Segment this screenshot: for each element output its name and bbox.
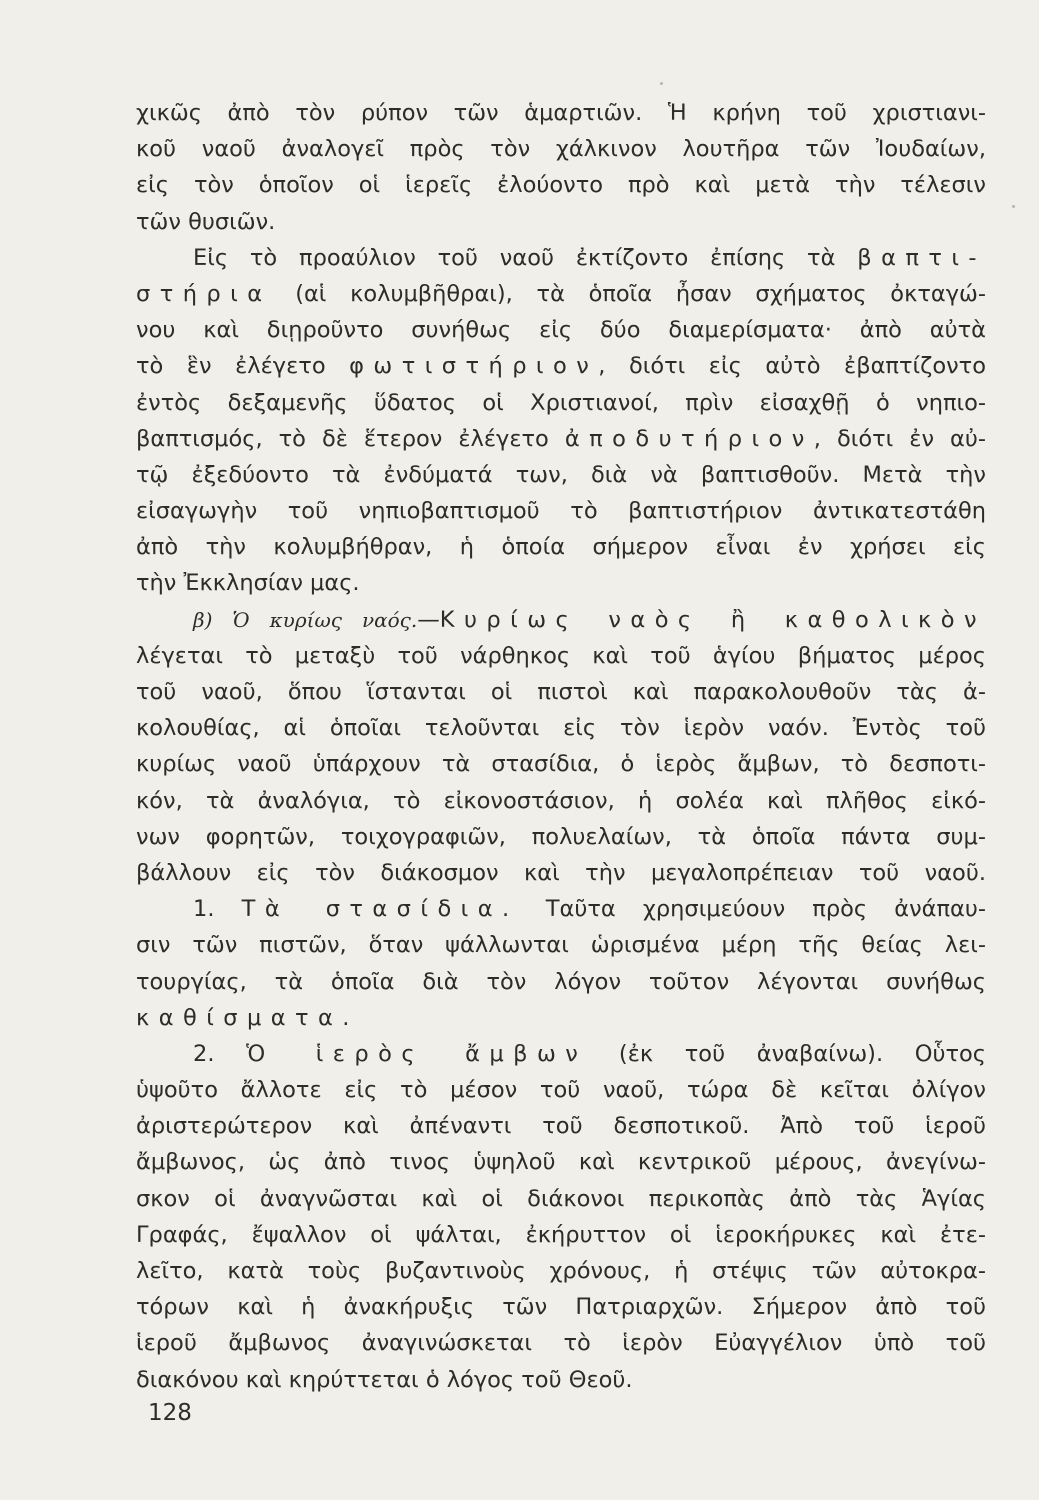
page-number: 128 bbox=[148, 1400, 192, 1426]
text-line: κυρίως ναοῦ ὑπάρχουν τὰ στασίδια, ὁ ἱερὸς ἄμβων, τὸ δεσποτι- bbox=[136, 751, 986, 778]
text-line bbox=[136, 1000, 986, 1036]
text-line: ἱεροῦ ἄμβωνος ἀναγινώσκεται τὸ ἱερὸν Εὐαγγέλιον ὑπὸ τοῦ bbox=[136, 1330, 986, 1357]
text-line: λέγεται τὸ μεταξὺ τοῦ νάρθηκος καὶ τοῦ ἁγίου βήματος μέρος bbox=[136, 642, 986, 669]
italic-heading: β) Ὁ κυρίως ναός. bbox=[193, 607, 418, 632]
line-segment: (ἐκ τοῦ ἀναβαίνω). Οὗτος bbox=[587, 1040, 986, 1067]
text-line: Γραφάς, ἔψαλλον οἱ ψάλται, ἐκήρυττον οἱ ἱεροκήρυκες καὶ ἐτε- bbox=[136, 1221, 986, 1248]
text-line: τόρων καὶ ἡ ἀνακήρυξις τῶν Πατριαρχῶν. Σήμερον ἀπὸ τοῦ bbox=[136, 1294, 986, 1321]
text-line: χικῶς ἀπὸ τὸν ρύπον τῶν ἁμαρτιῶν. Ἡ κρήνη τοῦ χριστιανι- bbox=[136, 100, 986, 126]
text-line: κολουθίας, αἱ ὁποῖαι τελοῦνται εἰς τὸν ἱερὸν ναόν. Ἐντὸς τοῦ bbox=[136, 715, 986, 742]
body-text bbox=[136, 95, 986, 1398]
text-line: ὑψοῦτο ἄλλοτε εἰς τὸ μέσον τοῦ ναοῦ, τώρα δὲ κεῖται ὀλίγον bbox=[136, 1077, 986, 1104]
text-line: τοῦ ναοῦ, ὅπου ἵστανται οἱ πιστοὶ καὶ παρακολουθοῦν τὰς ἀ- bbox=[136, 679, 986, 705]
text-line bbox=[136, 1036, 986, 1072]
text-line: νου καὶ διῃροῦντο συνήθως εἰς δύο διαμερίσματα· ἀπὸ αὐτὰ bbox=[136, 317, 986, 344]
spaced-emphasis: βαπτι- bbox=[857, 244, 986, 271]
text-line: διακόνου καὶ κηρύττεται ὁ λόγος τοῦ Θεοῦ. bbox=[136, 1366, 633, 1393]
spaced-emphasis: στήρια bbox=[136, 280, 272, 307]
text-line bbox=[136, 421, 986, 457]
text-line bbox=[136, 240, 986, 276]
text-line: σκον οἱ ἀναγνῶσται καὶ οἱ διάκονοι περικοπὰς ἀπὸ τὰς Ἁγίας bbox=[136, 1185, 986, 1212]
text-line bbox=[136, 348, 986, 384]
line-segment: Εἰς τὸ προαύλιον τοῦ ναοῦ ἐκτίζοντο ἐπίσης τὰ bbox=[193, 244, 858, 271]
text-line: τῶν θυσιῶν. bbox=[136, 208, 276, 235]
paper-speck bbox=[660, 82, 663, 85]
text-line: εἰς τὸν ὁποῖον οἱ ἱερεῖς ἐλούοντο πρὸ καὶ μετὰ τὴν τέλεσιν bbox=[136, 172, 986, 199]
text-line: βάλλουν εἰς τὸν διάκοσμον καὶ τὴν μεγαλοπρέπειαν τοῦ ναοῦ. bbox=[136, 859, 986, 886]
text-line: τῷ ἐξεδύοντο τὰ ἐνδύματά των, διὰ νὰ βαπτισθοῦν. Μετὰ τὴν bbox=[136, 461, 986, 488]
line-segment: (αἱ κολυμβῆθραι), τὰ ὁποῖα ἦσαν σχήματος ὀκταγώ- bbox=[271, 280, 986, 307]
text-line bbox=[136, 276, 986, 312]
text-line: σιν τῶν πιστῶν, ὅταν ψάλλωνται ὡρισμένα μέρη τῆς θείας λει- bbox=[136, 932, 986, 959]
spaced-emphasis: Κυρίως ναὸς ἢ καθολικὸν bbox=[439, 606, 986, 633]
line-segment: , διότι ἐν αὐ- bbox=[813, 425, 986, 452]
text-line: νων φορητῶν, τοιχογραφιῶν, πολυελαίων, τὰ ὁποῖα πάντα συμ- bbox=[136, 823, 986, 850]
text-line: κοῦ ναοῦ ἀναλογεῖ πρὸς τὸν χάλκινον λουτῆρα τῶν Ἰουδαίων, bbox=[136, 136, 986, 163]
line-segment: 2. bbox=[193, 1040, 247, 1067]
spaced-emphasis: Τὰ στασίδια. bbox=[241, 896, 519, 923]
text-line: λεῖτο, κατὰ τοὺς βυζαντινοὺς χρόνους, ἡ στέψις τῶν αὐτοκρα- bbox=[136, 1258, 986, 1284]
text-line: ἀπὸ τὴν κολυμβήθραν, ἡ ὁποία σήμερον εἶναι ἐν χρήσει εἰς bbox=[136, 534, 986, 561]
spaced-emphasis: φωτιστήριον bbox=[349, 353, 599, 380]
line-segment: — bbox=[417, 606, 440, 633]
text-line bbox=[136, 602, 986, 638]
text-line: ἄμβωνος, ὡς ἀπὸ τινος ὑψηλοῦ καὶ κεντρικοῦ μέρους, ἀνεγίνω- bbox=[136, 1149, 986, 1176]
line-segment: βαπτισμός, τὸ δὲ ἕτερον ἐλέγετο bbox=[136, 425, 565, 452]
spaced-emphasis: ἀποδυτήριον bbox=[564, 425, 814, 452]
text-line bbox=[136, 891, 986, 927]
text-line: ἀριστερώτερον καὶ ἀπέναντι τοῦ δεσποτικοῦ. Ἀπὸ τοῦ ἱεροῦ bbox=[136, 1113, 986, 1140]
line-segment: 1. bbox=[193, 896, 242, 923]
text-line: ἐντὸς δεξαμενῆς ὕδατος οἱ Χριστιανοί, πρὶν εἰσαχθῇ ὁ νηπιο- bbox=[136, 389, 986, 416]
text-line: εἰσαγωγὴν τοῦ νηπιοβαπτισμοῦ τὸ βαπτιστήριον ἀντικατεστάθη bbox=[136, 498, 986, 525]
text-line: τουργίας, τὰ ὁποῖα διὰ τὸν λόγον τοῦτον λέγονται συνήθως bbox=[136, 968, 986, 995]
line-segment: Ταῦτα χρησιμεύουν πρὸς ἀνάπαυ- bbox=[518, 896, 986, 923]
spaced-emphasis: Ὁ ἱερὸς ἄμβων bbox=[246, 1040, 588, 1067]
spaced-emphasis: καθίσματα. bbox=[136, 1004, 359, 1031]
line-segment: τὸ ἓν ἐλέγετο bbox=[136, 353, 350, 380]
paper-speck bbox=[1012, 205, 1015, 208]
line-segment: , διότι εἰς αὐτὸ ἐβαπτίζοντο bbox=[598, 353, 986, 380]
text-line: κόν, τὰ ἀναλόγια, τὸ εἰκονοστάσιον, ἡ σολέα καὶ πλῆθος εἰκό- bbox=[136, 787, 986, 814]
text-line: τὴν Ἐκκλησίαν μας. bbox=[136, 570, 360, 597]
